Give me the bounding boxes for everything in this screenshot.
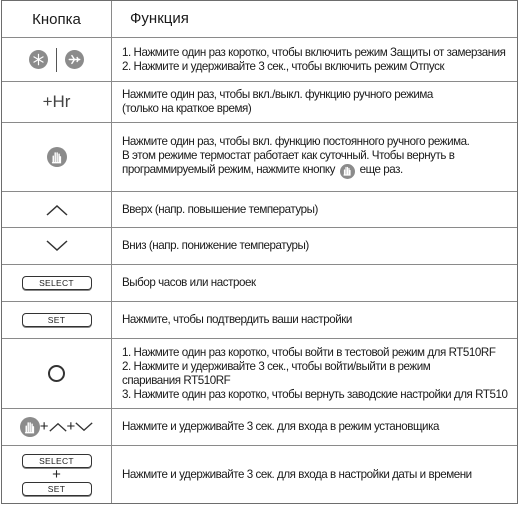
function-line: Нажмите один раз, чтобы вкл. функцию постоянного ручного режима. (122, 135, 470, 149)
function-cell (112, 192, 517, 227)
function-cell (112, 38, 517, 81)
buttons-function-table (1, 0, 518, 504)
function-line: Нажмите один раз, чтобы вкл./выкл. функцию ручного режима (122, 88, 433, 101)
function-cell (112, 123, 517, 191)
table-header-row (2, 1, 517, 38)
function-cell (112, 82, 517, 122)
date-time-combo (22, 454, 92, 496)
header-button-column: Кнопка (2, 1, 112, 37)
function-line: Вверх (напр. повышение температуры) (122, 202, 318, 216)
button-cell (2, 123, 112, 191)
button-cell (2, 82, 112, 122)
down-arrow-icon[interactable] (75, 422, 93, 432)
function-line: Нажмите и удерживайте 3 сек. для входа в режим установщика (122, 420, 439, 433)
function-line: (только на краткое время) (122, 102, 252, 115)
function-line (122, 163, 513, 179)
up-arrow-icon[interactable] (46, 204, 68, 216)
table-row (2, 228, 517, 265)
function-line: спаривания RT510RF (122, 373, 231, 387)
button-cell (2, 265, 112, 301)
function-line: Нажмите, чтобы подтвердить ваши настройки (122, 313, 352, 326)
function-line: Вниз (напр. понижение температуры) (122, 239, 309, 252)
button-cell (2, 192, 112, 227)
table-row (2, 192, 517, 228)
function-line: 2. Нажмите и удерживайте 3 сек., чтобы включить режим Отпуск (122, 59, 445, 73)
table-row (2, 38, 517, 82)
button-cell (2, 409, 112, 445)
set-button[interactable]: SET (22, 482, 92, 496)
function-cell (112, 409, 517, 445)
installer-combo (20, 417, 94, 437)
plus-sign: + (39, 418, 49, 435)
select-button[interactable]: SELECT (22, 276, 92, 290)
circle-button-icon[interactable] (48, 365, 65, 382)
table-row (2, 409, 517, 446)
function-line: 3. Нажмите один раз коротко, чтобы вернуть заводские настройки для RT510 (122, 387, 508, 401)
function-line: Нажмите и удерживайте 3 сек. для входа в настройки даты и времени (122, 467, 472, 481)
function-cell (112, 339, 517, 408)
table-row (2, 265, 517, 302)
hand-icon[interactable] (47, 147, 67, 167)
function-text: программируемый режим, нажмите кнопку (122, 163, 336, 177)
button-cell (2, 302, 112, 338)
hand-icon (340, 164, 355, 179)
table-row (2, 82, 517, 123)
snowflake-icon[interactable] (29, 50, 48, 69)
button-cell (2, 228, 112, 264)
table-row (2, 123, 517, 192)
icon-separator (56, 48, 57, 72)
plus-sign: + (52, 465, 61, 483)
plus-hr-button[interactable]: +Hr (42, 92, 71, 111)
button-cell (2, 38, 112, 81)
function-cell (112, 446, 517, 503)
airplane-icon[interactable] (65, 50, 84, 69)
function-cell (112, 302, 517, 338)
function-text: еще раз. (359, 163, 403, 177)
button-cell (2, 339, 112, 408)
down-arrow-icon[interactable] (46, 240, 68, 252)
function-line: Выбор часов или настроек (122, 276, 256, 289)
function-line: 1. Нажмите один раз коротко, чтобы войти в тестовой режим для RT510RF (122, 345, 496, 359)
select-button[interactable]: SELECT (22, 454, 92, 468)
table-row (2, 339, 517, 409)
function-line: 1. Нажмите один раз коротко, чтобы включить режим Защиты от замерзания (122, 45, 506, 59)
table-row (2, 446, 517, 503)
function-line: 2. Нажмите и удерживайте 3 сек., чтобы войти/выйти в режим (122, 359, 431, 373)
hand-icon[interactable] (20, 417, 40, 437)
plus-sign: + (66, 418, 76, 435)
up-arrow-icon[interactable] (49, 422, 67, 432)
button-cell (2, 446, 112, 503)
set-button[interactable]: SET (22, 313, 92, 327)
header-function-column: Функция (130, 10, 189, 27)
table-row (2, 302, 517, 339)
function-line: В этом режиме термостат работает как суточный. Чтобы вернуть в (122, 149, 455, 163)
function-cell (112, 228, 517, 264)
function-cell (112, 265, 517, 301)
